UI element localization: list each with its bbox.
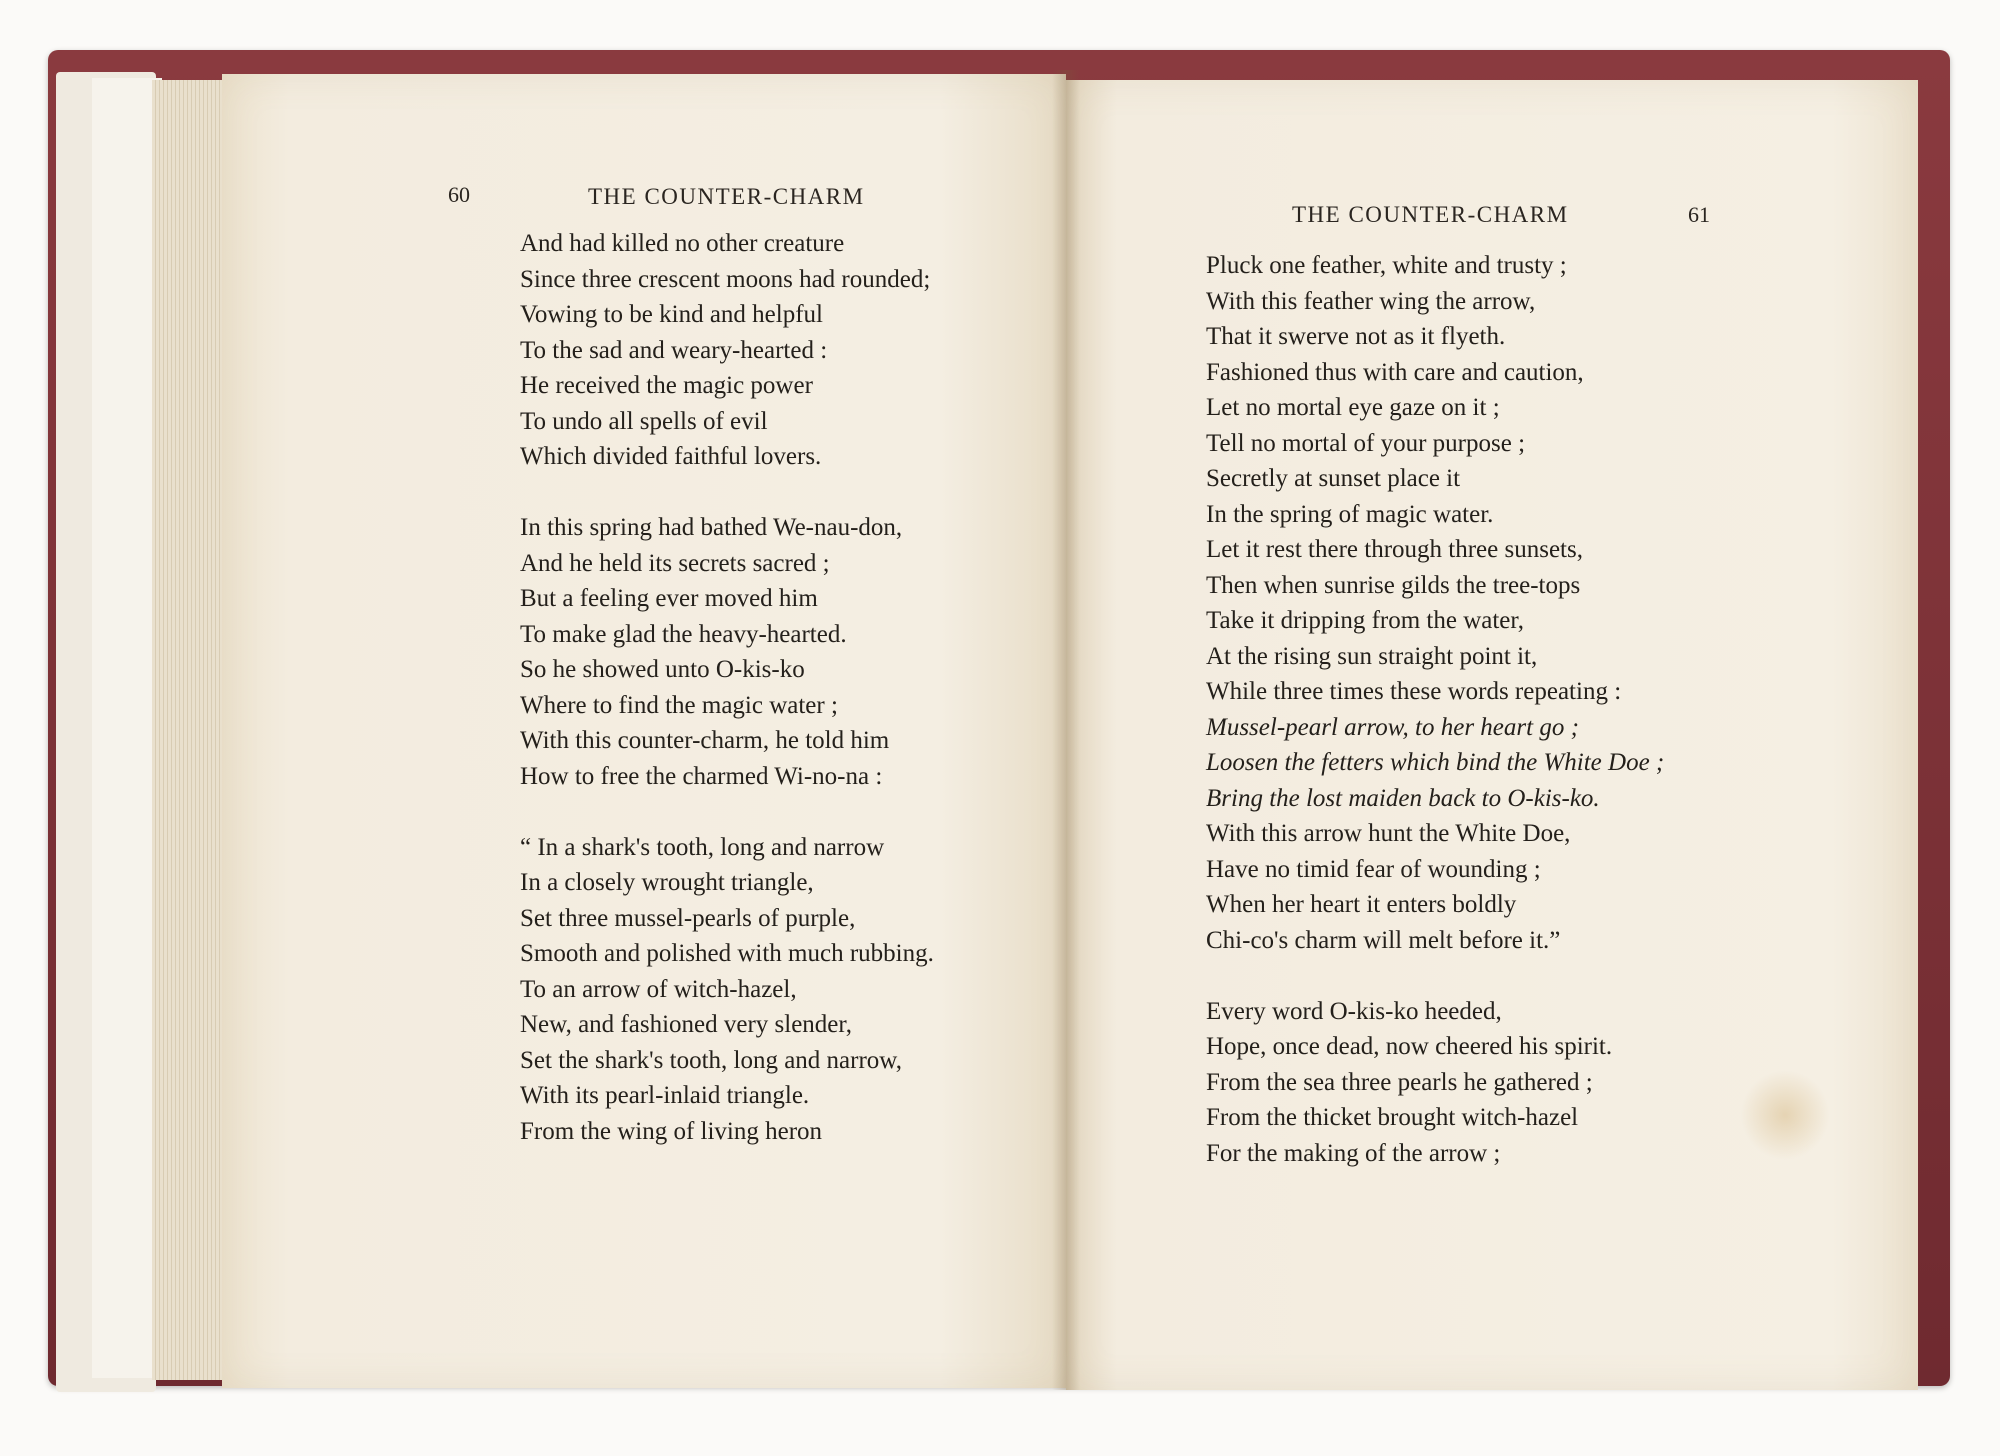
foxing-stain bbox=[1740, 1070, 1830, 1160]
verse-line: Hope, once dead, now cheered his spirit. bbox=[1206, 1033, 1613, 1060]
verse-line: Let no mortal eye gaze on it ; bbox=[1206, 394, 1500, 421]
verse-line: In this spring had bathed We-nau-don, bbox=[520, 514, 903, 541]
verse-line: Pluck one feather, white and trusty ; bbox=[1206, 252, 1567, 279]
verse-line: With this feather wing the arrow, bbox=[1206, 287, 1536, 315]
right-page-number: 61 bbox=[1688, 202, 1710, 227]
verse-line: And had killed no other creature bbox=[520, 230, 845, 257]
stanza-gap bbox=[1206, 958, 1664, 994]
verse-line: To an arrow of witch-hazel, bbox=[520, 975, 797, 1003]
verse-line: So he showed unto O-kis-ko bbox=[520, 656, 805, 683]
verse-line: How to free the charmed Wi-no-na : bbox=[520, 762, 883, 790]
right-verse bbox=[1206, 248, 1664, 1171]
verse-line: Then when sunrise gilds the tree-tops bbox=[1206, 571, 1581, 599]
verse-line: With its pearl-inlaid triangle. bbox=[520, 1082, 810, 1109]
verse-line: Every word O-kis-ko heeded, bbox=[1206, 997, 1502, 1025]
verse-line: From the wing of living heron bbox=[520, 1117, 823, 1145]
verse-line: With this arrow hunt the White Doe, bbox=[1206, 820, 1571, 847]
book-gutter bbox=[1052, 70, 1080, 1390]
verse-line: Loosen the fetters which bind the White Doe ; bbox=[1206, 749, 1665, 776]
stanza-gap bbox=[520, 475, 934, 511]
verse-line: He received the magic power bbox=[520, 372, 813, 399]
left-verse bbox=[520, 226, 934, 1149]
verse-line: Set three mussel-pearls of purple, bbox=[520, 904, 856, 932]
verse-line: At the rising sun straight point it, bbox=[1206, 642, 1538, 670]
verse-line: In a closely wrought triangle, bbox=[520, 869, 814, 896]
verse-line: Tell no mortal of your purpose ; bbox=[1206, 429, 1526, 457]
verse-line: With this counter-charm, he told him bbox=[520, 727, 890, 754]
verse-line: And he held its secrets sacred ; bbox=[520, 549, 830, 577]
verse-line: Smooth and polished with much rubbing. bbox=[520, 940, 934, 967]
verse-line: Fashioned thus with care and caution, bbox=[1206, 358, 1584, 386]
left-page-number: 60 bbox=[448, 182, 470, 207]
verse-line: Mussel-pearl arrow, to her heart go ; bbox=[1206, 713, 1579, 741]
verse-line: Where to find the magic water ; bbox=[520, 691, 838, 719]
verse-line: To make glad the heavy-hearted. bbox=[520, 620, 847, 648]
verse-line: Take it dripping from the water, bbox=[1206, 607, 1524, 634]
verse-line: Which divided faithful lovers. bbox=[520, 443, 822, 470]
verse-line: Let it rest there through three sunsets, bbox=[1206, 536, 1583, 563]
verse-line: Set the shark's tooth, long and narrow, bbox=[520, 1046, 902, 1074]
right-running-head: THE COUNTER-CHARM bbox=[1292, 202, 1569, 227]
verse-line: Vowing to be kind and helpful bbox=[520, 301, 823, 328]
verse-line: Bring the lost maiden back to O-kis-ko. bbox=[1206, 784, 1600, 812]
verse-line: “ In a shark's tooth, long and narrow bbox=[520, 833, 885, 861]
verse-line: In the spring of magic water. bbox=[1206, 500, 1494, 528]
verse-line: For the making of the arrow ; bbox=[1206, 1139, 1501, 1167]
verse-line: But a feeling ever moved him bbox=[520, 585, 818, 612]
verse-line: From the thicket brought witch-hazel bbox=[1206, 1104, 1579, 1131]
verse-line: While three times these words repeating : bbox=[1206, 678, 1622, 705]
verse-line: When her heart it enters boldly bbox=[1206, 891, 1517, 918]
verse-line: To the sad and weary-hearted : bbox=[520, 336, 828, 364]
verse-line: Chi-co's charm will melt before it.” bbox=[1206, 926, 1561, 954]
verse-line: To undo all spells of evil bbox=[520, 407, 768, 435]
verse-line: Since three crescent moons had rounded; bbox=[520, 265, 931, 293]
verse-line: Have no timid fear of wounding ; bbox=[1206, 855, 1541, 883]
verse-line: New, and fashioned very slender, bbox=[520, 1011, 852, 1038]
verse-line: From the sea three pearls he gathered ; bbox=[1206, 1068, 1593, 1096]
left-running-head: THE COUNTER-CHARM bbox=[588, 184, 865, 209]
verse-line: That it swerve not as it flyeth. bbox=[1206, 323, 1506, 350]
stanza-gap bbox=[520, 794, 934, 830]
verse-line: Secretly at sunset place it bbox=[1206, 465, 1461, 492]
